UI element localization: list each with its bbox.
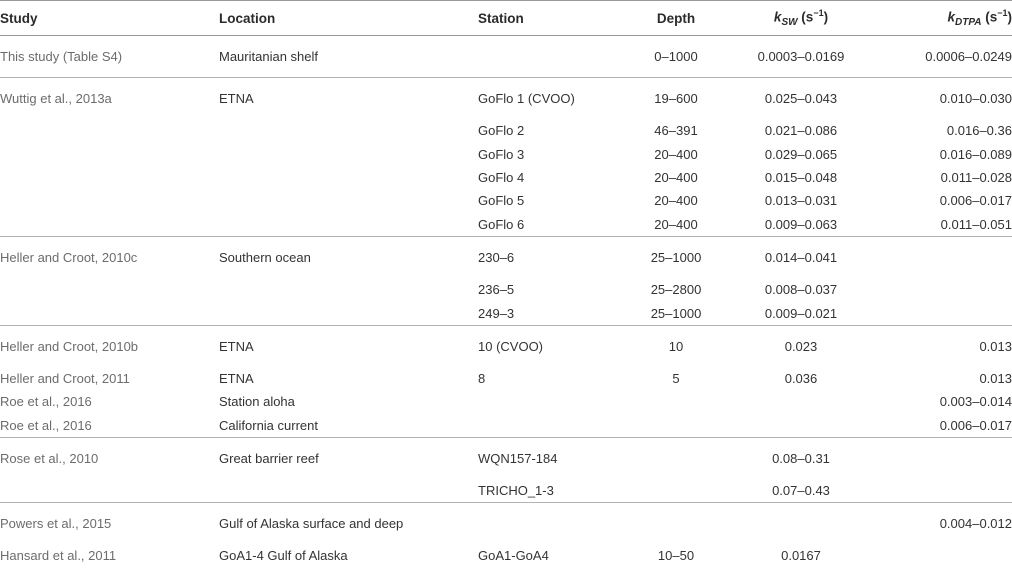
cell-depth (620, 437, 732, 479)
cell-station: GoA1-GoA4 (478, 548, 549, 564)
cell-station: GoFlo 2 (478, 123, 525, 139)
cell-depth: 10–50 (657, 548, 695, 564)
table-row (0, 437, 1012, 479)
cell-location: ETNA (219, 78, 478, 120)
cell-ksw: 0.07–0.43 (772, 483, 830, 499)
cell-study (0, 119, 219, 142)
cell-ksw: 0.013–0.031 (764, 193, 838, 209)
cell-depth (620, 503, 732, 545)
cell-kdtpa: 0.013 (870, 325, 1012, 367)
cell-kdtpa (870, 236, 1012, 278)
table-row (0, 325, 1012, 367)
cell-location: Gulf of Alaska surface and deep (219, 503, 478, 545)
cell-ksw: 0.009–0.021 (764, 305, 838, 321)
table-row (0, 479, 1012, 503)
cell-ksw: 0.029–0.065 (764, 146, 838, 162)
cell-location: Southern ocean (219, 236, 478, 278)
cell-station (478, 390, 620, 413)
cell-location: ETNA (219, 370, 254, 386)
cell-depth (620, 390, 732, 413)
cell-ksw: 0.025–0.043 (732, 78, 870, 120)
cell-location: GoA1-4 Gulf of Alaska (219, 548, 348, 564)
cell-study: Hansard et al., 2011 (0, 548, 117, 564)
table-row (0, 301, 1012, 325)
cell-ksw: 0.023 (732, 325, 870, 367)
cell-kdtpa: 0.016–0.36 (946, 123, 1012, 139)
cell-kdtpa (870, 544, 1012, 567)
table-row (0, 119, 1012, 142)
cell-station: GoFlo 3 (478, 146, 525, 162)
cell-depth (620, 414, 732, 438)
cell-station: WQN157-184 (478, 437, 620, 479)
cell-location (219, 166, 478, 189)
cell-kdtpa: 0.003–0.014 (939, 394, 1012, 410)
table-row (0, 544, 1012, 567)
header-station: Station (478, 1, 620, 36)
cell-study (0, 479, 219, 503)
cell-kdtpa: 0.016–0.089 (939, 146, 1012, 162)
header-kdtpa: $k_{DTPA}$ $(s^{-1})$ (870, 1, 1012, 36)
cell-location (219, 301, 478, 325)
header-depth: Depth (620, 1, 732, 36)
cell-location: Mauritanian shelf (219, 49, 318, 64)
cell-location (219, 142, 478, 165)
table-row (0, 213, 1012, 237)
cell-study: This study (Table S4) (0, 49, 123, 64)
cell-station: GoFlo 4 (478, 169, 525, 185)
table-row (0, 278, 1012, 301)
cell-kdtpa (870, 278, 1012, 301)
cell-location: California current (219, 417, 318, 433)
cell-kdtpa (870, 479, 1012, 503)
cell-kdtpa: 0.006–0.017 (939, 417, 1012, 433)
cell-station (478, 414, 620, 438)
cell-station (478, 36, 620, 78)
cell-depth: 5 (672, 370, 680, 386)
table-row (0, 78, 1012, 120)
cell-ksw: 0.036 (784, 370, 818, 386)
cell-study (0, 213, 219, 237)
cell-depth: 20–400 (654, 146, 698, 162)
cell-study: Powers et al., 2015 (0, 503, 219, 545)
cell-station: TRICHO_1-3 (478, 483, 554, 499)
cell-station (478, 503, 620, 545)
cell-station: GoFlo 5 (478, 193, 525, 209)
table-row (0, 166, 1012, 189)
cell-kdtpa: 0.0006–0.0249 (925, 49, 1012, 64)
cell-depth: 25–1000 (620, 236, 732, 278)
cell-location: ETNA (219, 325, 478, 367)
cell-study: Heller and Croot, 2010b (0, 325, 219, 367)
cell-depth: 0–1000 (654, 49, 698, 64)
cell-ksw: 0.0167 (781, 548, 821, 564)
cell-location (219, 119, 478, 142)
table-row (0, 236, 1012, 278)
cell-depth: 20–400 (654, 169, 698, 185)
table-row (0, 390, 1012, 413)
cell-kdtpa (870, 301, 1012, 325)
cell-depth: 19–600 (620, 78, 732, 120)
table-row (0, 189, 1012, 212)
cell-ksw: 0.08–0.31 (732, 437, 870, 479)
cell-kdtpa: 0.004–0.012 (870, 503, 1012, 545)
cell-study: Heller and Croot, 2010c (0, 236, 219, 278)
cell-station: 8 (478, 370, 486, 386)
cell-depth: 25–2800 (650, 282, 702, 298)
header-location: Location (219, 1, 478, 36)
cell-station: 10 (CVOO) (478, 325, 620, 367)
cell-kdtpa (870, 437, 1012, 479)
cell-study (0, 142, 219, 165)
header-row (0, 1, 1012, 36)
cell-study (0, 278, 219, 301)
cell-kdtpa: 0.011–0.028 (940, 169, 1012, 185)
cell-kdtpa: 0.013 (979, 370, 1012, 386)
cell-depth: 46–391 (654, 123, 698, 139)
cell-kdtpa: 0.010–0.030 (870, 78, 1012, 120)
table-row (0, 142, 1012, 165)
cell-location (219, 213, 478, 237)
cell-study: Roe et al., 2016 (0, 417, 92, 433)
cell-study (0, 166, 219, 189)
cell-location (219, 278, 478, 301)
cell-ksw: 0.021–0.086 (764, 123, 838, 139)
cell-kdtpa: 0.006–0.017 (939, 193, 1012, 209)
table-row (0, 367, 1012, 390)
cell-ksw: 0.008–0.037 (764, 282, 838, 298)
cell-ksw: 0.015–0.048 (764, 169, 838, 185)
cell-study: Roe et al., 2016 (0, 394, 92, 410)
cell-station: 249–3 (478, 305, 515, 321)
cell-location: Great barrier reef (219, 437, 478, 479)
table-row (0, 414, 1012, 438)
cell-station: GoFlo 6 (478, 216, 525, 232)
cell-study: Rose et al., 2010 (0, 437, 219, 479)
cell-study: Wuttig et al., 2013a (0, 78, 219, 120)
cell-location: Station aloha (219, 394, 295, 410)
cell-station: 236–5 (478, 282, 515, 298)
cell-study (0, 301, 219, 325)
cell-station: 230–6 (478, 236, 620, 278)
cell-ksw: 0.0003–0.0169 (757, 49, 845, 64)
cell-station: GoFlo 1 (CVOO) (478, 78, 620, 120)
cell-ksw (732, 390, 870, 413)
cell-study (0, 189, 219, 212)
cell-ksw: 0.009–0.063 (764, 216, 838, 232)
cell-ksw (732, 414, 870, 438)
cell-depth (620, 479, 732, 503)
cell-study: Heller and Croot, 2011 (0, 370, 130, 386)
cell-ksw: 0.014–0.041 (732, 236, 870, 278)
cell-depth: 20–400 (654, 193, 698, 209)
cell-depth: 25–1000 (650, 305, 702, 321)
cell-location (219, 189, 478, 212)
header-ksw: $k_{SW}$ $(s^{-1})$ (732, 1, 870, 36)
cell-depth: 20–400 (654, 216, 698, 232)
cell-depth: 10 (620, 325, 732, 367)
cell-ksw (732, 503, 870, 545)
header-study: Study (0, 1, 219, 36)
cell-location (219, 479, 478, 503)
cell-kdtpa: 0.011–0.051 (940, 216, 1012, 232)
table-row (0, 36, 1012, 78)
table-row (0, 503, 1012, 545)
